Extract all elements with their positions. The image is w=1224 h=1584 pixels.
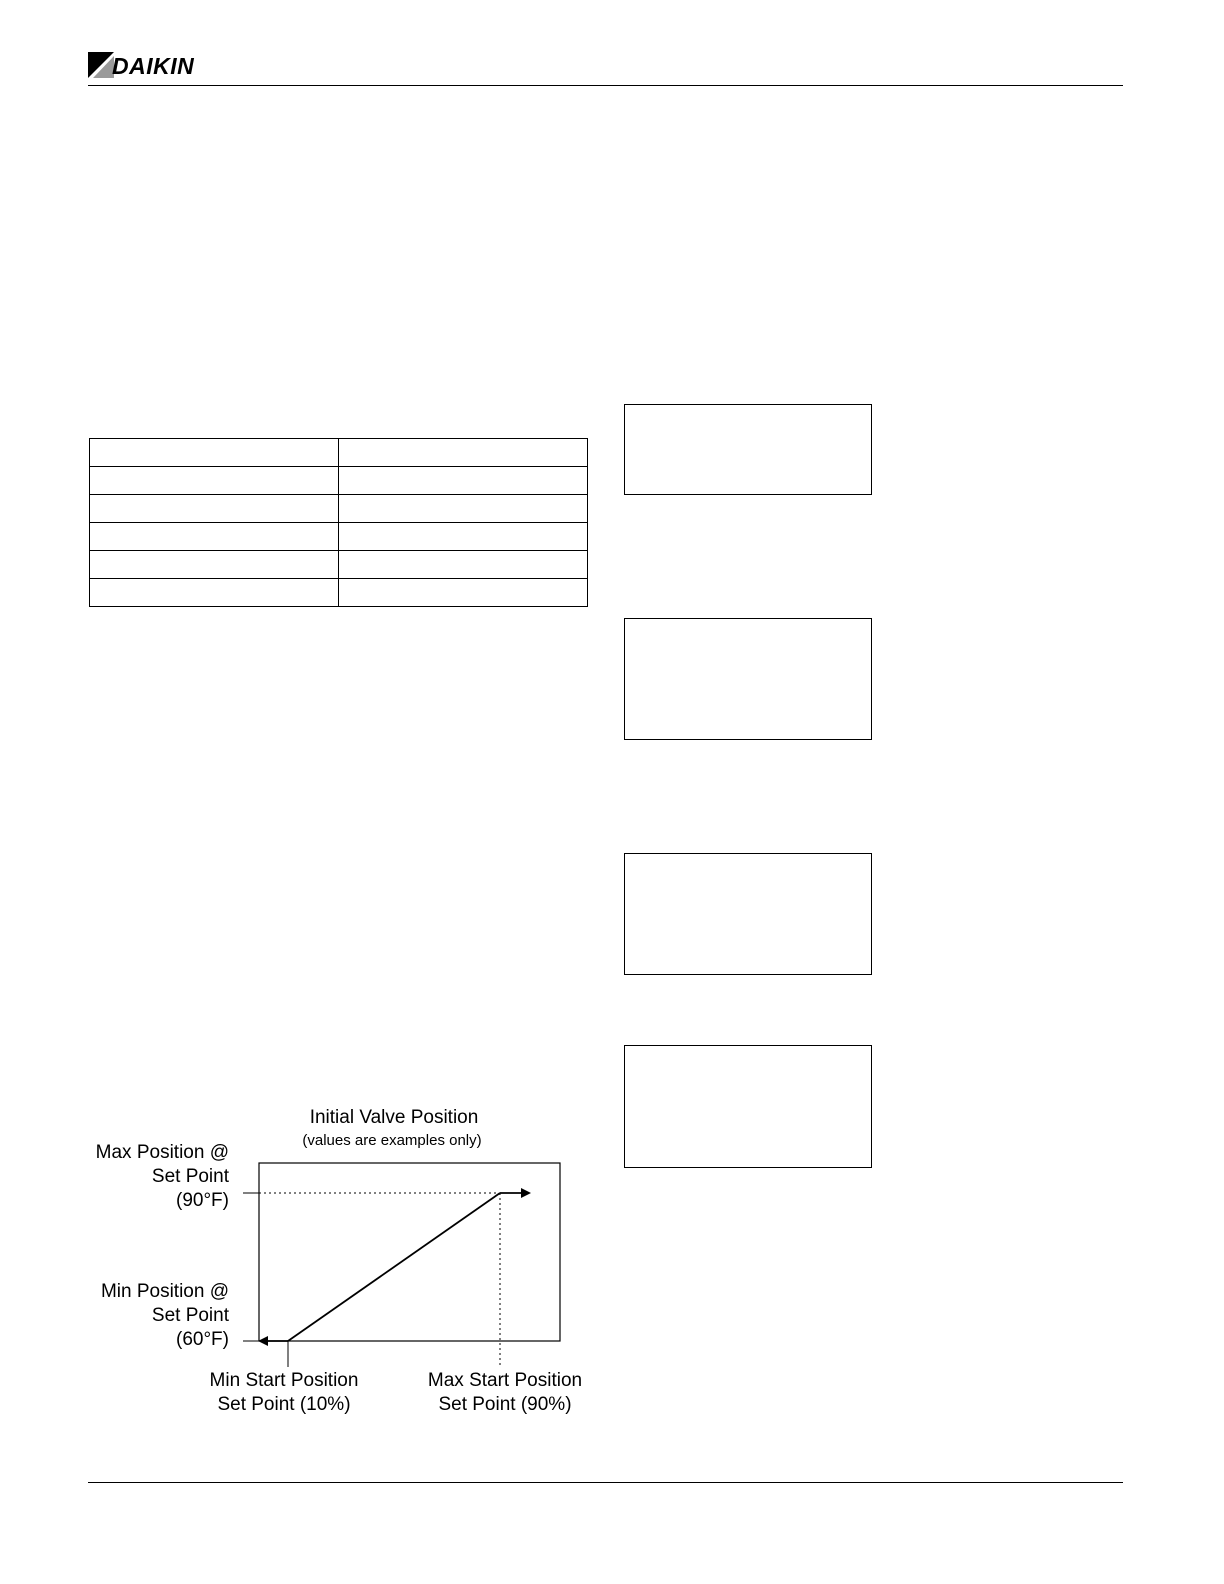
logo-text: DAIKIN (112, 53, 195, 79)
daikin-logo-mark-icon (88, 52, 114, 80)
display-box-2 (624, 618, 872, 740)
table-cell (90, 579, 339, 607)
min-position-label-line1: Min Position @ (100, 1281, 229, 1302)
table-cell (90, 495, 339, 523)
initial-valve-position-diagram (80, 1095, 600, 1425)
table-cell (90, 467, 339, 495)
table-cell (90, 439, 339, 467)
table-cell (90, 551, 339, 579)
max-start-label-line2: Set Point (90%) (438, 1394, 572, 1415)
table-cell (339, 467, 588, 495)
max-position-label-line1: Max Position @ (95, 1142, 229, 1163)
min-start-label-line2: Set Point (10%) (217, 1394, 351, 1415)
table-row (90, 495, 588, 523)
table-row (90, 551, 588, 579)
table-cell (90, 523, 339, 551)
table-row (90, 523, 588, 551)
daikin-logo (88, 52, 218, 80)
table-cell (339, 579, 588, 607)
display-box-3 (624, 853, 872, 975)
min-position-label-line2: Set Point (151, 1305, 229, 1326)
max-position-label-line3: (90°F) (176, 1190, 229, 1211)
display-box-1 (624, 404, 872, 495)
table-row (90, 439, 588, 467)
table-cell (339, 551, 588, 579)
table-cell (339, 523, 588, 551)
table-cell (339, 495, 588, 523)
min-start-label-line1: Min Start Position (209, 1370, 359, 1391)
table-cell (339, 439, 588, 467)
footer-rule (88, 1482, 1123, 1483)
max-start-label-line1: Max Start Position (427, 1370, 583, 1391)
max-position-label-line2: Set Point (151, 1166, 229, 1187)
display-box-4 (624, 1045, 872, 1168)
header-rule (88, 85, 1123, 86)
valve-position-curve (288, 1193, 500, 1341)
diagram-frame (259, 1163, 560, 1341)
table-row (90, 467, 588, 495)
diagram-title: Initial Valve Position (309, 1107, 479, 1128)
min-position-label-line3: (60°F) (176, 1329, 229, 1350)
diagram-subtitle: (values are examples only) (302, 1132, 482, 1149)
settings-table (89, 438, 588, 607)
table-row (90, 579, 588, 607)
